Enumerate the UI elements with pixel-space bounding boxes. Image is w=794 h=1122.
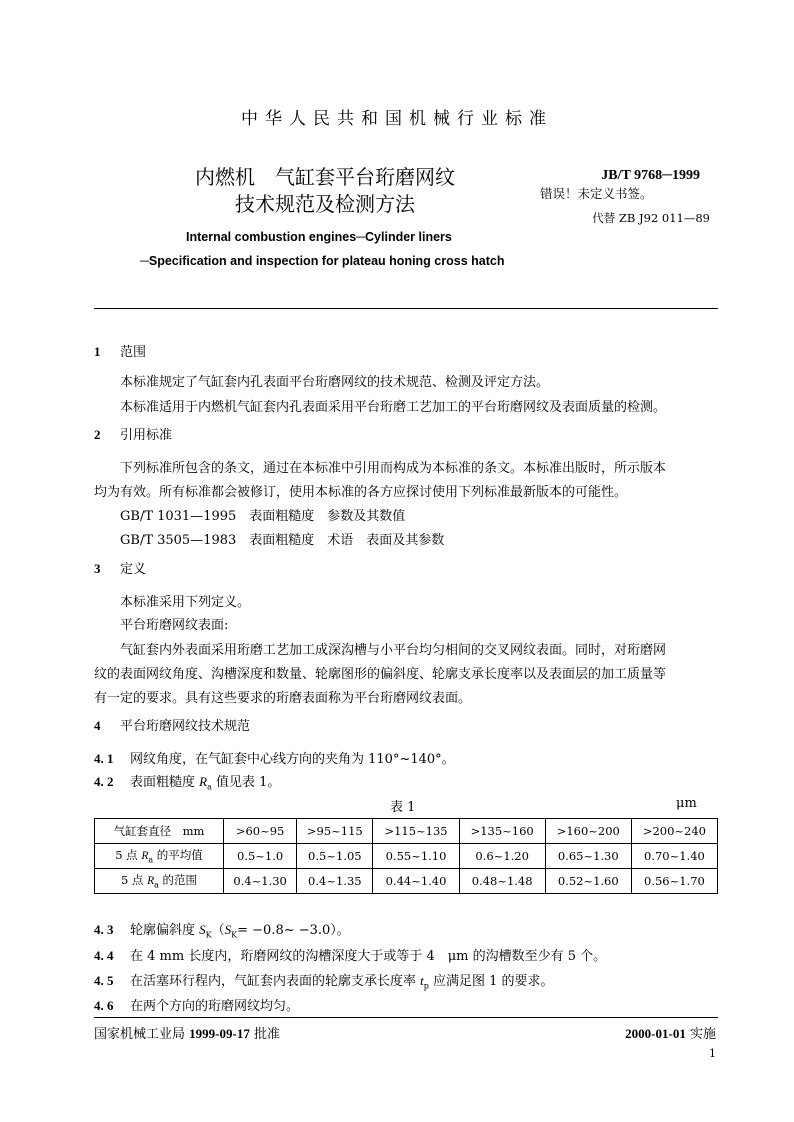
table-cell: 0.52~1.60 — [545, 869, 631, 894]
table-cell: >160~200 — [545, 819, 631, 844]
section-1-paragraph-1: 本标准规定了气缸套内孔表面平台珩磨网纹的技术规范、检测及评定方法。 — [120, 375, 550, 390]
table-cell: 0.55~1.10 — [373, 844, 459, 869]
table-cell: 0.48~1.48 — [459, 869, 545, 894]
table-cell: >115~135 — [373, 819, 459, 844]
table-cell: 0.4~1.35 — [297, 869, 373, 894]
replaces-note: 代替 ZB J92 011—89 — [592, 211, 710, 225]
section-4-heading: 4 平台珩磨网纹技术规范 — [94, 718, 251, 734]
table-row-label: 5 点 $R_a$ 的范围 — [95, 869, 224, 894]
standard-number: JB/T 9768─1999 — [601, 168, 700, 183]
table-1 — [94, 818, 718, 894]
table-cell: 0.65~1.30 — [545, 844, 631, 869]
table-cell: 0.5~1.05 — [297, 844, 373, 869]
chinese-title-line1: 内燃机 气缸套平台珩磨网纹 — [195, 165, 455, 189]
table-cell: >200~240 — [631, 819, 717, 844]
table-cell: 0.6~1.20 — [459, 844, 545, 869]
clause-4-1: 4. 1 网纹角度，在气缸套中心线方向的夹角为 110°~140°。 — [94, 751, 455, 767]
english-title-line1: Internal combustion engines─Cylinder liners — [186, 230, 452, 244]
section-3-definition-line2: 纹的表面网纹角度、沟槽深度和数量、轮廓图形的偏斜度、轮廓支承长度率以及表面层的加工质量等 — [94, 667, 667, 682]
chinese-title-line2: 技术规范及检测方法 — [235, 192, 415, 216]
section-2-heading: 2 引用标准 — [94, 427, 173, 443]
table-1-caption: 表 1 — [390, 800, 416, 815]
clause-4-4: 4. 4 在 4 mm 长度内，珩磨网纹的沟槽深度大于或等于 4 μm 的沟槽数至少有 5 个。 — [94, 948, 607, 964]
table-row — [95, 844, 718, 869]
table-row — [95, 869, 718, 894]
table-row-header — [95, 819, 718, 844]
reference-gbt-3505: GB/T 3505—1983 表面粗糙度 术语 表面及其参数 — [120, 533, 445, 548]
clause-4-6: 4. 6 在两个方向的珩磨网纹均匀。 — [94, 998, 300, 1014]
section-3-definition-line1: 气缸套内外表面采用珩磨工艺加工成深沟槽与小平台均匀相间的交叉网纹表面。同时，对珩磨网 — [120, 643, 667, 658]
section-1-heading: 1 范围 — [94, 344, 147, 360]
header-divider — [94, 308, 718, 309]
table-cell: >60~95 — [224, 819, 297, 844]
section-1-paragraph-2: 本标准适用于内燃机气缸套内孔表面采用平台珩磨工艺加工的平台珩磨网纹及表面质量的检测。 — [120, 400, 667, 415]
section-2-paragraph-line1: 下列标准所包含的条文，通过在本标准中引用而构成为本标准的条文。本标准出版时，所示版本 — [120, 461, 667, 476]
table-cell: 0.5~1.0 — [224, 844, 297, 869]
footer-divider — [94, 1017, 718, 1018]
table-cell: >135~160 — [459, 819, 545, 844]
table-cell: 气缸套直径 mm — [95, 819, 224, 844]
table-row-label: 5 点 $R_a$ 的平均值 — [95, 844, 224, 869]
clause-4-2: 4. 2 表面粗糙度 $R_a$ 值见表 1。 — [94, 774, 281, 792]
page-number: 1 — [709, 1047, 716, 1060]
approval-note: 国家机械工业局 1999-09-17 批准 — [94, 1026, 280, 1042]
clause-4-3: 4. 3 轮廓偏斜度 $S_K(S_K=$ −0.8~ −3.0）。 — [94, 922, 350, 940]
table-cell: 0.44~1.40 — [373, 869, 459, 894]
implementation-note: 2000-01-01 实施 — [625, 1026, 716, 1042]
section-3-heading: 3 定义 — [94, 561, 147, 577]
table-1-unit: μm — [676, 796, 697, 811]
clause-4-5: 4. 5 在活塞环行程内，气缸套内表面的轮廓支承长度率 $t_p$ 应满足图 1 的要求。 — [94, 973, 554, 991]
table-cell: 0.4~1.30 — [224, 869, 297, 894]
category-title: 中华人民共和国机械行业标准 — [241, 109, 553, 129]
table-cell: 0.70~1.40 — [631, 844, 717, 869]
section-2-paragraph-line2: 均为有效。所有标准都会被修订，使用本标准的各方应探讨使用下列标准最新版本的可能性。 — [94, 485, 628, 500]
section-3-paragraph-2: 平台珩磨网纹表面: — [120, 618, 229, 633]
table-cell: >95~115 — [297, 819, 373, 844]
reference-gbt-1031: GB/T 1031—1995 表面粗糙度 参数及其数值 — [120, 509, 406, 524]
section-3-paragraph-1: 本标准采用下列定义。 — [120, 595, 251, 610]
error-note: 错误！未定义书签。 — [540, 186, 653, 201]
chinese-title — [180, 164, 470, 218]
table-cell: 0.56~1.70 — [631, 869, 717, 894]
section-3-definition-line3: 有一定的要求。具有这些要求的珩磨表面称为平台珩磨网纹表面。 — [94, 691, 472, 706]
english-title-line2: ─Specification and inspection for plateau honing cross hatch — [140, 254, 505, 268]
